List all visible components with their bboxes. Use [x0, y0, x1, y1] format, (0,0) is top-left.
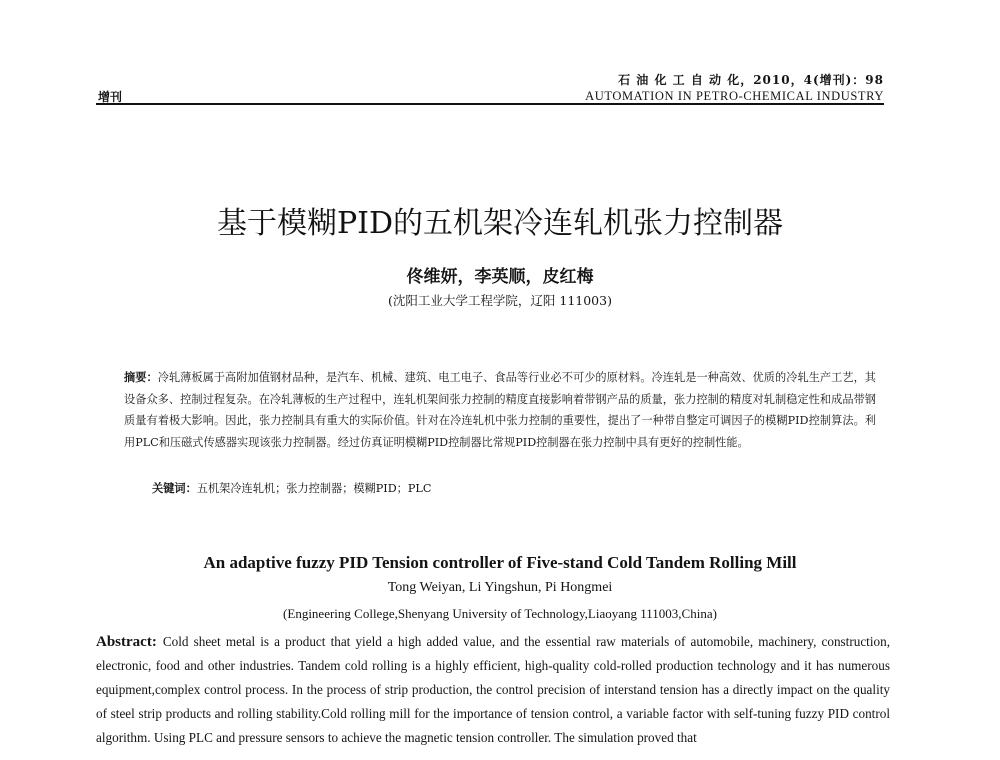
journal-name-cn: 石 油 化 工 自 动 化，2010，4(增刊)：98: [618, 73, 884, 87]
keywords-cn: [152, 478, 872, 499]
abstract-en: [96, 630, 890, 750]
keywords-cn-label: 关键词：: [152, 481, 197, 495]
header-rule: [96, 103, 884, 105]
abstract-cn: [124, 367, 876, 453]
affiliation-cn: (沈阳工业大学工程学院，辽阳 111003): [388, 293, 612, 308]
abstract-en-text: Cold sheet metal is a product that yield a high added value, and the essential raw materials of automobile, machinery, construction, electronic, food and other industries. Tandem cold rolling is a highly efficient, high-quality cold-rolled production technology and it has numerous equipment,complex control process. In the process of strip production, the control precision of interstand tension has a directly impact on the quality of steel strip products and rolling stability.Cold rolling mill for the importance of tension control, a variable factor with self-tuning fuzzy PID control algorithm. Using PLC and pressure sensors to achieve the magnetic tension controller. The simulation proved that: [96, 634, 890, 745]
abstract-cn-label: 摘要：: [124, 370, 158, 384]
keywords-cn-text: 五机架冷连轧机；张力控制器；模糊PID；PLC: [196, 482, 432, 495]
journal-header: [585, 72, 884, 104]
authors-cn: 佟维妍，李英顺，皮红梅: [406, 267, 594, 287]
paper-title-en: An adaptive fuzzy PID Tension controller of Five-stand Cold Tandem Rolling Mill: [203, 553, 797, 572]
journal-name-en: AUTOMATION IN PETRO-CHEMICAL INDUSTRY: [585, 89, 884, 103]
supplement-label: 增刊: [98, 90, 123, 104]
abstract-cn-text: 冷轧薄板属于高附加值钢材品种，是汽车、机械、建筑、电工电子、食品等行业必不可少的原材料。冷连轧是一种高效、优质的冷轧生产工艺，其设备众多、控制过程复杂。在冷轧薄板的生产过程中，连轧机架间张力控制的精度直接影响着带钢产品的质量，张力控制的精度对轧制稳定性和成品带钢质量有着极大影响。因此，张力控制具有重大的实际价值。针对在冷连轧机中张力控制的重要性，提出了一种带自整定可调因子的模糊PID控制算法。利用PLC和压磁式传感器实现该张力控制器。经过仿真证明模糊PID控制器比常规PID控制器在张力控制中具有更好的控制性能。: [124, 371, 876, 449]
abstract-en-label: Abstract:: [96, 634, 157, 650]
affiliation-en: (Engineering College,Shenyang University of Technology,Liaoyang 111003,China): [283, 606, 717, 621]
paper-title-cn: 基于模糊PID的五机架冷连轧机张力控制器: [216, 206, 784, 241]
authors-en: Tong Weiyan, Li Yingshun, Pi Hongmei: [387, 580, 613, 595]
